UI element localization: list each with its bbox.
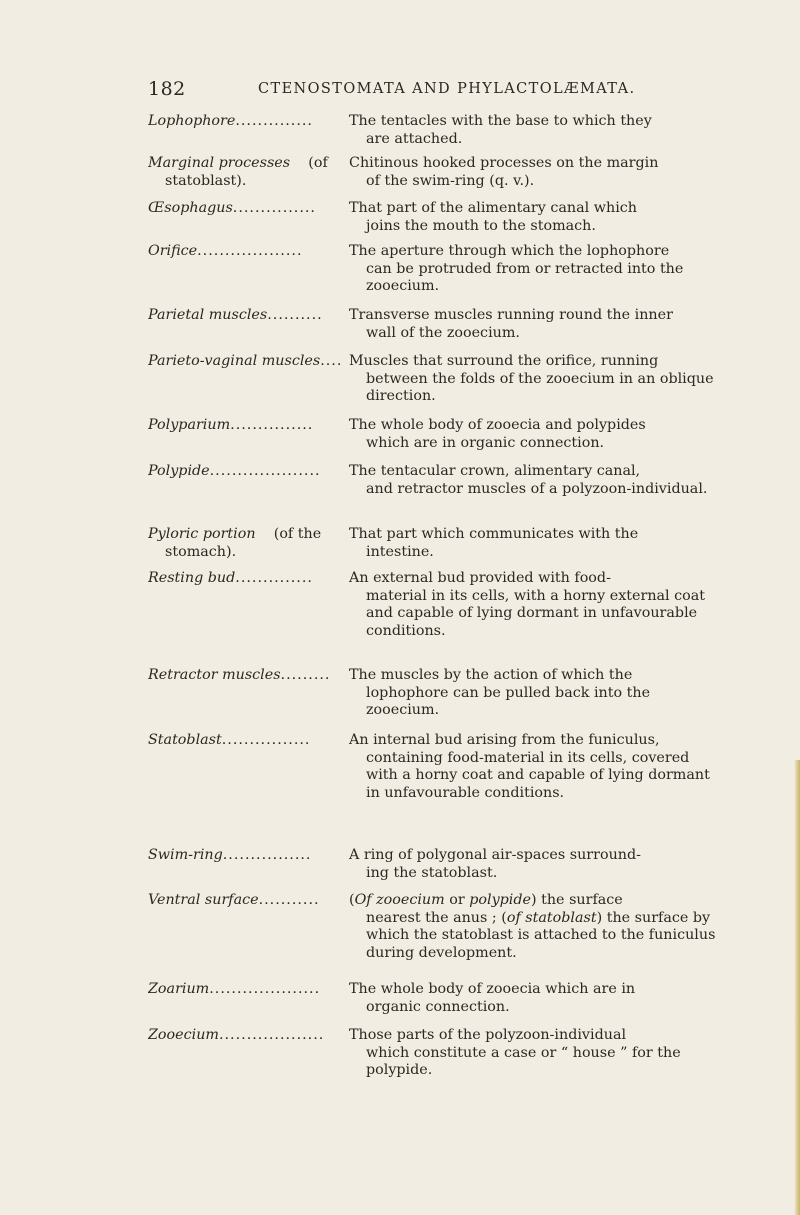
entry-definition: An external bud provided with food- material in its cells, with a horny external coat and capable of lying dormant in unfavourable conditions.: [349, 570, 706, 639]
entry-term: Zoarium....................: [148, 981, 321, 997]
entry-term: Pyloric portion (of the stomach).: [148, 526, 322, 560]
entry-definition: The tentacles with the base to which they are attached.: [349, 113, 652, 147]
entry-definition: (Of zooecium or polypide) the surface nearest the anus ; (of statoblast) the surface by which the statoblast is attached to the funiculus during development.: [349, 892, 716, 961]
entry-term: Resting bud..............: [148, 570, 313, 586]
entry-definition: Chitinous hooked processes on the margin of the swim-ring (q. v.).: [349, 155, 659, 189]
entry-term: Marginal processes (of statoblast).: [148, 155, 328, 189]
entry-definition: Transverse muscles running round the inner wall of the zooecium.: [349, 307, 673, 341]
entry-definition: The whole body of zooecia which are in organic connection.: [349, 981, 636, 1015]
entry-term: Polyparium...............: [148, 417, 314, 433]
entry-definition: The muscles by the action of which the lophophore can be pulled back into the zooecium.: [349, 667, 651, 718]
entry-term: Orifice...................: [148, 243, 303, 259]
entry-definition: Those parts of the polyzoon-individual which constitute a case or “ house ” for the polypide.: [349, 1027, 681, 1078]
entry-definition: Muscles that surround the orifice, running between the folds of the zooecium in an oblique direction.: [349, 353, 714, 404]
entry-term: Swim-ring................: [148, 847, 312, 863]
running-head: CTENOSTOMATA AND PHYLACTOLÆMATA.: [258, 81, 636, 97]
entry-definition: An internal bud arising from the funiculus, containing food-material in its cells, covered with a horny coat and capable of lying dormant in unfavourable conditions.: [349, 732, 710, 801]
entry-term: Ventral surface...........: [148, 892, 320, 908]
entry-definition: The whole body of zooecia and polypides which are in organic connection.: [349, 417, 646, 451]
entry-definition: That part which communicates with the intestine.: [349, 526, 639, 560]
entry-definition: A ring of polygonal air-spaces surround- ing the statoblast.: [349, 847, 641, 881]
page-number: 182: [148, 78, 186, 100]
entry-definition: That part of the alimentary canal which joins the mouth to the stomach.: [349, 200, 637, 234]
entry-term: Statoblast................: [148, 732, 311, 748]
entry-term: Parieto-vaginal muscles....: [148, 353, 343, 369]
entry-term: Parietal muscles..........: [148, 307, 323, 323]
entry-term: Polypide....................: [148, 463, 321, 479]
entry-term: Zooecium...................: [148, 1027, 325, 1043]
entry-term: Retractor muscles.........: [148, 667, 331, 683]
entry-definition: The aperture through which the lophophore can be protruded from or retracted into the zooecium.: [349, 243, 684, 294]
entry-term: Œsophagus...............: [148, 200, 316, 216]
entry-term: Lophophore..............: [148, 113, 313, 129]
page-header: [148, 78, 708, 102]
entry-definition: The tentacular crown, alimentary canal, and retractor muscles of a polyzoon-individual.: [349, 463, 708, 497]
page-edge-stain: [794, 760, 800, 1215]
